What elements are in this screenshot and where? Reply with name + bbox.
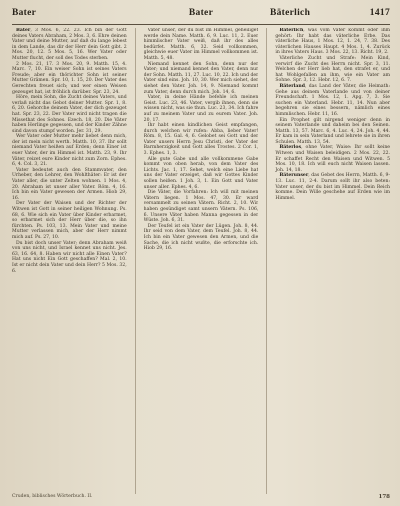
header-center-word: Bater: [188, 8, 214, 18]
page-header: [12, 8, 390, 22]
entry-text: 2 Mos. 21, 17. 3 Mos. 20, 9. Matth. 15, 4. Marc. 7, 10. Ein weiser Sohn ist seines Vaters Freude; aber ein thörichter Sohn ist seiner Mutter Grämen. Spr. 10, 1. 15, 20. Der Vater des Gerechten freuet sich; und wer einen Weisen gezeuget hat, ist fröhlich darüber. Spr. 23, 24.: [12, 61, 127, 95]
column-right: [275, 28, 390, 494]
header-left-word: Bater: [12, 8, 37, 18]
entry-paragraph: Bater, 3 Mos. 6, 22. 23. Ich bin der Gott deines Vaters Abraham, 2 Mos. 3, 6. Ehre deinen Vater und deine Mutter, auf daß du lange lebest in dem Lande, das dir der Herr dein Gott gibt. 2 Mos. 20, 12. 5 Mos. 5, 16. Wer Vater oder Mutter flucht, der soll des Todes sterben.: [12, 28, 127, 61]
entry-paragraph: Bäterlich, was vom Vater kommt oder ihm gehört: Ihr habt das väterliche Erbe. Das väterliche Haus, 1 Mos. 12, 1. 24, 7. 38. Des väterlichen Hauses Haupt. 4 Mos. 1, 4. Zurück in ihres Vaters Haus. 3 Mos. 22, 13. Richt. 19, 2.: [275, 28, 391, 56]
text-columns: [12, 28, 390, 494]
entry-paragraph: [12, 168, 127, 202]
entry-text: Ein Prophet gilt nirgend weniger denn in seinem Vaterlande und daheim bei den Seinen. Matth. 13, 57. Marc. 6, 4. Luc. 4, 24. Joh. 4, 44. Er kam in sein Vaterland und lehrete sie in ihren Schulen. Matth. 13, 54.: [275, 117, 391, 145]
entry-paragraph: Bäterland, das Land der Väter, die Heimath: Gehe aus deinem Vaterlande und von deiner Freundschaft. 1 Mos. 12, 1. Apg. 7, 3. Sie suchen ein Vaterland. Hebr. 11, 14. Nun aber begehren sie eines bessern, nämlich eines himmlischen. Hebr. 11, 16.: [275, 83, 391, 117]
entry-text: Du bist doch unser Vater; denn Abraham weiß von uns nicht, und Israel kennet uns nicht. Jes. 63, 16. 64, 8. Haben wir nicht alle Einen Vater? Hat uns nicht Ein Gott geschaffen? Mal. 2, 10. Ist er nicht dein Vater und dein Herr? 5 Mos. 32, 6.: [12, 240, 127, 274]
entry-text: Vater unser, der du bist im Himmel, geheiliget werde dein Name. Matth. 6, 9. Luc. 11, 2. Euer himmlischer Vater weiß, daß ihr des alles bedürfet. Matth. 6, 32. Seid vollkommen, gleichwie euer Vater im Himmel vollkommen ist. Matth. 5, 48.: [143, 28, 259, 61]
entry-headword: Bäterunser: [279, 173, 309, 179]
entry-paragraph: [275, 118, 390, 146]
entry-paragraph: [144, 190, 259, 224]
entry-text: Der Vater der Waisen und der Richter der Witwen ist Gott in seiner heiligen Wohnung. Ps. 68, 6. Wie sich ein Vater über Kinder erbarmet, so erbarmet sich der Herr über die, so ihn fürchten. Ps. 103, 13. Mein Vater und meine Mutter verlassen mich, aber der Herr nimmt mich auf. Ps. 27, 10.: [12, 201, 127, 240]
entry-text: Vater, in deine Hände befehle ich meinen Geist. Luc. 23, 46. Vater, vergib ihnen, denn sie wissen nicht, was sie thun. Luc. 23, 34. Ich fahre auf zu meinem Vater und zu eurem Vater. Joh. 20, 17.: [143, 95, 259, 123]
signature-mark: 178: [378, 494, 390, 500]
entry-text: Niemand kennet den Sohn, denn nur der Vater; und niemand kennet den Vater, denn nur der Sohn. Matth. 11, 27. Luc. 10, 22. Ich und der Vater sind eins. Joh. 10, 30. Wer mich siehet, der siehet den Vater. Joh. 14, 9. Niemand kommt zum Vater, denn durch mich. Joh. 14, 6.: [143, 61, 259, 95]
entry-text: was vom Vater kommt oder ihm gehört: Ihr habt das väterliche Erbe. Das väterliche Haus, 1 Mos. 12, 1. 24, 7. 38. Des väterlichen Hauses Haupt. 4 Mos. 1, 4. Zurück in ihres Vaters Haus. 3 Mos. 22, 13. Richt. 19, 2.: [275, 28, 391, 56]
entry-paragraph: [144, 224, 259, 252]
entry-paragraph: [12, 201, 127, 240]
footer-note: Cruden, biblisches Wörterbuch. II.: [12, 494, 93, 499]
page-footer: [12, 494, 390, 500]
column-divider: [135, 28, 136, 494]
column-middle: [144, 28, 259, 494]
entry-paragraph: [144, 95, 259, 123]
entry-text: Alle gute Gabe und alle vollkommene Gabe kommt von oben herab, von dem Vater des Lichts. Jac. 1, 17. Sehet, welch eine Liebe hat uns der Vater erzeiget, daß wir Gottes Kinder sollen heißen. 1 Joh. 3, 1. Ein Gott und Vater unser aller. Ephes. 4, 6.: [143, 156, 259, 190]
entry-headword: Bater: [16, 28, 31, 33]
entry-paragraph: [144, 28, 259, 62]
entry-paragraph: [144, 123, 259, 157]
column-divider: [266, 28, 267, 494]
entry-paragraph: Bäterlos, ohne Vater, Waise: Ihr sollt keine Witwen und Waisen beleidigen. 2 Mos. 22, 22. Er schaffet Recht den Waisen und Witwen. 5 Mos. 10, 18. Ich will euch nicht Waisen lassen. Joh. 14, 18.: [275, 145, 391, 173]
page-number: 1417: [369, 8, 390, 18]
entry-paragraph: [12, 95, 127, 134]
entry-headword: Bäterlos: [279, 145, 302, 151]
entry-paragraph: [12, 62, 127, 96]
entry-paragraph: [144, 62, 259, 96]
header-right-word: Bäterlich: [270, 8, 311, 18]
entry-text: Väterliche Zucht und Strafe: Mein Kind, verwirf die Zucht des Herrn nicht. Spr. 3, 11. Welchen der Herr lieb hat, den strafet er, und hat Wohlgefallen an ihm, wie ein Vater am Sohne. Spr. 3, 12. Hebr. 12, 6. 7.: [275, 55, 391, 84]
entry-headword: Bäterland: [279, 83, 305, 89]
entry-paragraph: [275, 56, 390, 84]
entry-text: Die Väter, die Vorfahren: Ich will mit meinen Vätern liegen. 1 Mos. 47, 30. Er ward versammelt zu seinen Vätern. Richt. 2, 10. Wir haben gesündiget samt unsern Vätern. Ps. 106, 6. Unsere Väter haben Manna gegessen in der Wüste. Joh. 6, 31.: [143, 190, 259, 224]
entry-text: das Land der Väter, die Heimath: Gehe aus deinem Vaterlande und von deiner Freundschaft. 1 Mos. 12, 1. Apg. 7, 3. Sie suchen ein Vaterland. Hebr. 11, 14. Nun aber begehren sie eines bessern, nämlich eines himmlischen. Hebr. 11, 16.: [275, 83, 391, 117]
entry-text: Höre, mein Sohn, die Zucht deines Vaters, und verlaß nicht das Gebot deiner Mutter. Spr. 1, 8. 6, 20. Gehorche deinem Vater, der dich gezeuget hat. Spr. 23, 22. Der Vater wird nicht tragen die Missethat des Sohnes. Ezech. 18, 20. Die Väter haben Herlinge gegessen, und der Kinder Zähne sind davon stumpf worden. Jer. 31, 29.: [12, 95, 127, 134]
column-left: [12, 28, 127, 494]
entry-paragraph: [12, 241, 127, 275]
entry-text: Vater bedeutet auch den Stammvater, den Urheber, den Lehrer, den Wohlthäter: Er ist der Vater aller, die unter Zelten wohnen. 1 Mos. 4, 20. Abraham ist unser aller Vater. Röm. 4, 16. Ich bin ein Vater gewesen der Armen. Hiob 29, 16.: [12, 167, 127, 201]
entry-text: 3 Mos. 6, 22. 23. Ich bin der Gott deines Vaters Abraham, 2 Mos. 3, 6. Ehre deinen Vater und deine Mutter, auf daß du lange lebest in dem Lande, das dir der Herr dein Gott gibt. 2 Mos. 20, 12. 5 Mos. 5, 16. Wer Vater oder Mutter flucht, der soll des Todes sterben.: [12, 28, 127, 61]
entry-paragraph: [144, 157, 259, 191]
entry-paragraph: [12, 134, 127, 168]
entry-text: ohne Vater, Waise: Ihr sollt keine Witwen und Waisen beleidigen. 2 Mos. 22, 22. Er schaffet Recht den Waisen und Witwen. 5 Mos. 10, 18. Ich will euch nicht Waisen lassen. Joh. 14, 18.: [275, 145, 391, 173]
entry-headword: Bäterlich: [279, 28, 304, 33]
entry-paragraph: Bäterunser, das Gebet des Herrn, Matth. 6, 9-13. Luc. 11, 2-4. Darum sollt ihr also beten: Vater unser, der du bist im Himmel. Dein Reich komme. Dein Wille geschehe auf Erden wie im Himmel.: [275, 173, 391, 201]
entry-text: Wer Vater oder Mutter mehr liebet denn mich, der ist mein nicht werth. Matth. 10, 37. Ihr sollt niemand Vater heißen auf Erden; denn Einer ist euer Vater, der im Himmel ist. Matth. 23, 9. Ihr Väter, reizet eure Kinder nicht zum Zorn. Ephes. 6, 4. Col. 3, 21.: [12, 134, 127, 168]
entry-text: Der Teufel ist ein Vater der Lügen. Joh. 8, 44. Ihr seid von dem Vater, dem Teufel. Joh. 8, 44. Ich bin ein Vater gewesen den Armen, und die Sache, die ich nicht wußte, die erforschte ich. Hiob 29, 16.: [143, 223, 259, 252]
entry-text: Ihr habt einen kindlichen Geist empfangen, durch welchen wir rufen: Abba, lieber Vater! Röm. 8, 15. Gal. 4, 6. Gelobet sei Gott und der Vater unsers Herrn Jesu Christi, der Vater der Barmherzigkeit und Gott alles Trostes. 2 Cor. 1, 3. Ephes. 1, 3.: [143, 123, 259, 157]
header-rule: [12, 24, 390, 25]
entry-text: das Gebet des Herrn, Matth. 6, 9-13. Luc. 11, 2-4. Darum sollt ihr also beten: Vater unser, der du bist im Himmel. Dein Reich komme. Dein Wille geschehe auf Erden wie im Himmel.: [275, 173, 391, 201]
